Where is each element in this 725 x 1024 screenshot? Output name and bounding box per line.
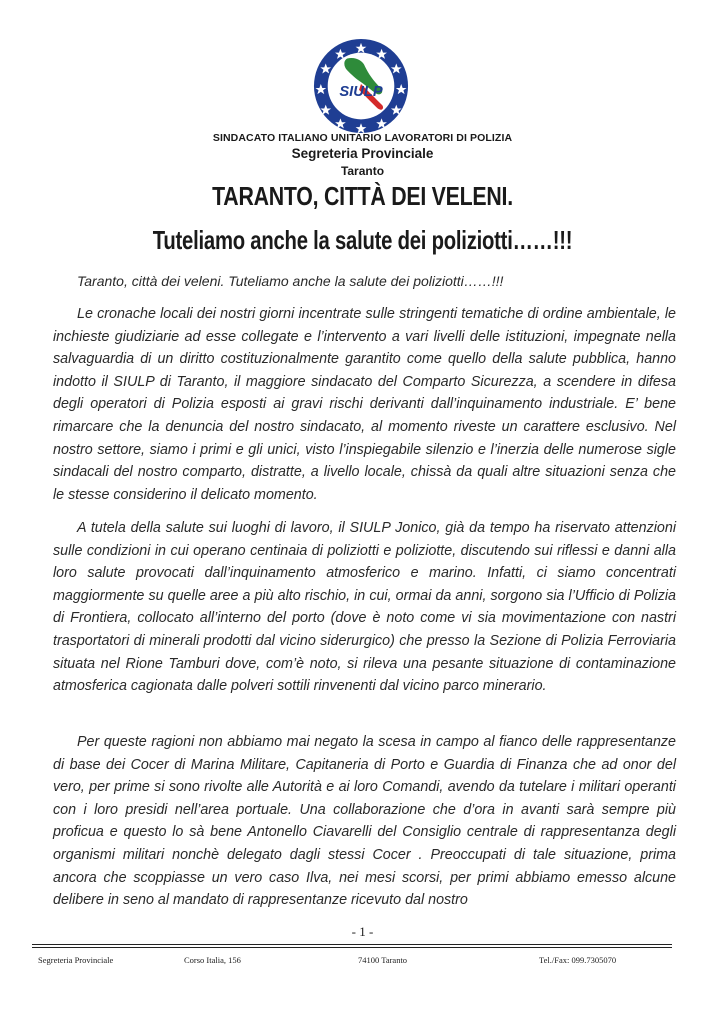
organization-name: SINDACATO ITALIANO UNITARIO LAVORATORI DI POLIZIA [212,132,513,144]
footer-city: 74100 Taranto [358,955,408,965]
paragraph-2: A tutela della salute sui luoghi di lavoro, il SIULP Jonico, già da tempo ha riservato attenzioni sulle condizioni in cui operano centinaia di poliziotti e poliziotte, discutendo sui riflessi e danni alla loro salute provocati dall’inquinamento atmosferico e marino. Infatti, ci siamo concentrati maggiormente su quelle aree a più alto rischio, in cui, ormai da anni, sorgono sia l’Ufficio di Polizia di Frontiera, collocato all’interno del porto (dove è noto come vi sia movimentazione con nastri trasportatori di minerali prodotti dal vicino siderurgico) che presso la Sezione di Polizia Ferroviaria situata nel Rione Tamburi dove, com’è noto, si rileva una pesante situazione di contaminazione atmosferica cagionata dalle polveri sottili rinvenenti dal vicino parco minerario. [53,520,676,695]
paragraph-3: Per queste ragioni non abbiamo mai negato la scesa in campo al fianco delle rappresentanze di base dei Cocer di Marina Militare, Capitaneria di Porto e Guardia di Finanza che ad onor del vero, per prime si sono rivolte alle Autorità e ai loro Comandi, avendo da tutelare i militari operanti con i loro presidi nell’area portuale. Una collaborazione che d’ora in avanti sarà sempre più proficua e questo lo sà bene Antonello Ciavarelli del Consiglio centrale di rappresentanza degli organismi militari nonchè delegato dagli stessi Cocer . Preoccupati di tale situazione, prima ancora che scoppiasse un vero caso Ilva, nei mesi scorsi, per primi abbiamo emesso alcune delibere in seno al mandato di rappresentanze ricevuto dal nostro [53,734,676,909]
city-label: Taranto [340,164,385,178]
page-number: - 1 - [351,924,374,939]
main-title: TARANTO, CITTÀ DEI VELENI. [212,181,513,211]
intro-line: Taranto, città dei veleni. Tuteliamo anche la salute dei poliziotti……!!! [77,273,504,289]
footer-segreteria: Segreteria Provinciale [38,955,114,965]
segreteria-label: Segreteria Provinciale [291,146,434,161]
footer-divider [32,944,672,945]
footer-divider-2 [32,947,672,948]
paragraph-1: Le cronache locali dei nostri giorni incentrate sulle stringenti tematiche di ordine ambientale, le inchieste giudiziarie ad esse collegate e l’intervento a vari livelli delle istituzioni, impegnate nella salvaguardia di un diritto costituzionalmente garantito come quello della salute pubblica, hanno indotto il SIULP di Taranto, il maggiore sindacato del Comparto Sicurezza, a scendere in difesa degli operatori di Polizia esposti ai gravi rischi derivanti dall’inquinamento industriale. E’ bene rimarcare che la denuncia del nostro sindacato, al momento riveste un carattere esclusivo. Nel nostro settore, siamo i primi e gli unici, visto l’inspiegabile silenzio e l’inerzia delle numerose sigle sindacali del nostro comparto, distratte, a livello locale, chissà da quali altre situazioni senza che le stesse considerino il delicato momento. [53,306,676,503]
subtitle: Tuteliamo anche la salute dei poliziotti……!!! [152,225,573,255]
svg-text:SIULP: SIULP [339,83,383,100]
footer-address: Corso Italia, 156 [184,955,241,965]
footer-phone: Tel./Fax: 099.7305070 [539,955,617,965]
siulp-logo [312,37,410,135]
